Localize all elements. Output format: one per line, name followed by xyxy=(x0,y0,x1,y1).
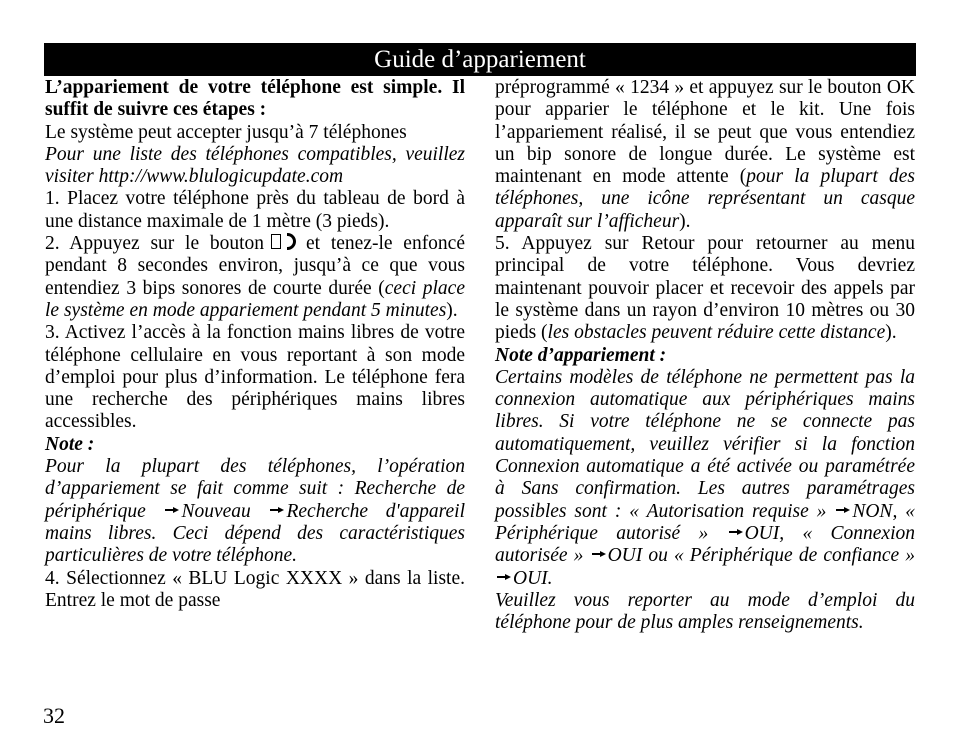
note-text-b: Nouveau xyxy=(181,500,251,522)
step-2-text-c: ceci place le système en mode appariement pendant 5 minutes xyxy=(45,277,465,321)
arrow-right-icon xyxy=(729,529,743,535)
step-3: 3. Activez l’accès à la fonction mains libres de votre téléphone cellulaire en vous reportant à son mode d’emploi pour plus d’information. Le téléphone fera une recherche des périphériques mains libres accessibles. xyxy=(45,322,465,433)
step-4-continued xyxy=(495,77,915,233)
phone-button-icon xyxy=(267,233,303,251)
cont-text-a: préprogrammé « 1234 » et appuyez sur le bouton OK pour apparier le téléphone et le kit. Une fois l’appariement réalisé, il se peut que vous entendiez un bip sonore de longue durée. Le système est maintenant en mode attente ( xyxy=(495,77,915,188)
pairing-note-a: Certains modèles de téléphone ne permettent pas la connexion automatique aux périphériques mains libres. Si votre téléphone ne se connecte pas automatiquement, veuillez vérifier si la fonction Connexion automatique a été activée ou paramétrée à Sans confirmation. Les autres paramétrages possibles sont : « Autorisation requise » xyxy=(495,366,915,522)
step-4: 4. Sélectionnez « BLU Logic XXXX » dans la liste. Entrez le mot de passe xyxy=(45,567,465,611)
page-title: Guide d’appariement xyxy=(44,43,916,76)
pairing-note-text xyxy=(495,367,915,590)
note-label: Note : xyxy=(45,433,95,455)
step-5-text-a: 5. Appuyez sur Retour pour retourner au menu principal de votre téléphone. Vous devriez maintenant pouvoir placer et recevoir des appels par le système dans un rayon d’environ 10 mètres ou 30 pieds ( xyxy=(495,233,915,344)
intro-text: L’appariement de votre téléphone est simple. Il suffit de suivre ces étapes : xyxy=(45,77,465,121)
step-2-text-d: ). xyxy=(446,299,458,321)
arrow-right-icon xyxy=(165,507,179,513)
arrow-right-icon xyxy=(270,507,284,513)
arrow-right-icon xyxy=(592,551,606,557)
compatibility-text: Pour une liste des téléphones compatibles, veuillez visiter http://www.blulogicupdate.com xyxy=(45,143,465,188)
step-2-text-b: et tenez-le enfoncé pendant 8 secondes environ, jusqu’à ce que vous entendiez 3 bips sonores de courte durée ( xyxy=(45,233,465,299)
note-text-c: Recherche d'appareil mains libres. Ceci dépend des caractéristiques particulières de votre téléphone. xyxy=(45,500,465,567)
step-5-text-c: ). xyxy=(885,322,897,344)
pairing-note-e: OUI. xyxy=(513,567,553,589)
pairing-note-c: OUI, « Connexion autorisée » xyxy=(495,522,916,567)
note-text-a: Pour la plupart des téléphones, l’opération d’appariement se fait comme suit : Recherche de périphérique xyxy=(45,456,465,522)
right-column xyxy=(495,77,915,634)
capacity-text: Le système peut accepter jusqu’à 7 téléphones xyxy=(45,121,407,143)
arrow-right-icon xyxy=(836,507,850,513)
arrow-right-icon xyxy=(497,574,511,580)
left-column xyxy=(45,77,465,612)
step-1: 1. Placez votre téléphone près du tableau de bord à une distance maximale de 1 mètre (3 pieds). xyxy=(45,188,465,232)
page-number: 32 xyxy=(43,703,65,728)
step-5-text-b: les obstacles peuvent réduire cette distance xyxy=(547,322,886,344)
step-5 xyxy=(495,233,915,344)
note-text xyxy=(45,456,465,567)
final-note: Veuillez vous reporter au mode d’emploi du téléphone pour de plus amples renseignements. xyxy=(495,589,915,634)
step-2-text-a: 2. Appuyez sur le bouton xyxy=(45,233,265,255)
pairing-note-label: Note d’appariement : xyxy=(495,344,667,366)
step-2 xyxy=(45,233,465,322)
pairing-note-d: OUI ou « Périphérique de confiance » xyxy=(607,545,915,567)
cont-text-b: pour la plupart des téléphones, une icône représentant un casque apparaît sur l’afficheur xyxy=(495,166,915,232)
cont-text-c: ). xyxy=(679,210,691,232)
pairing-note-b: NON, « Périphérique autorisé » xyxy=(495,500,915,544)
